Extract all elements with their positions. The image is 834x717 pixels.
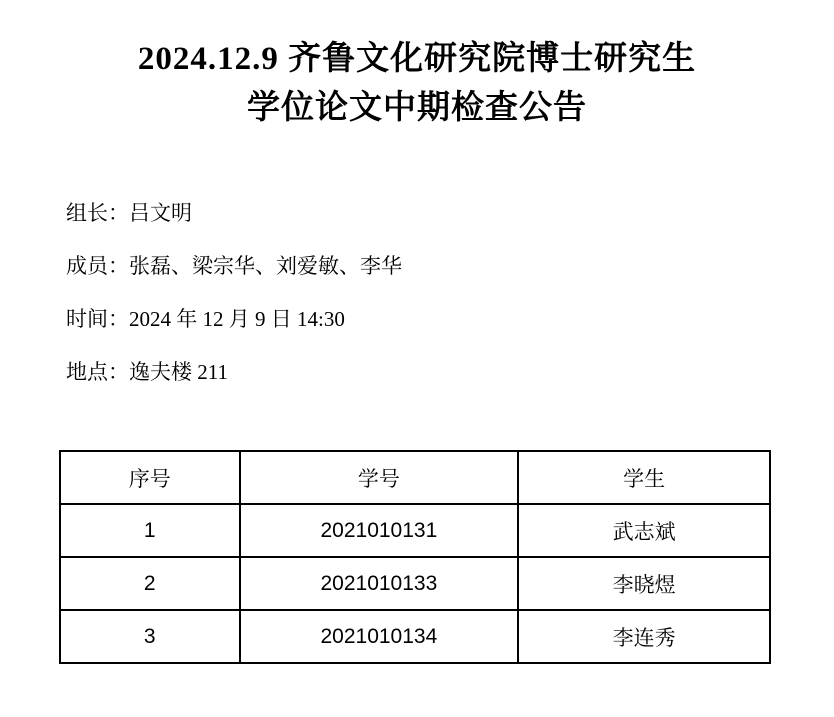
cell-student-name: 李连秀 (518, 610, 770, 663)
info-line-location: 地点：逸夫楼 211 (66, 360, 228, 384)
page-title-line-1: 2024.12.9 齐鲁文化研究院博士研究生 (137, 41, 697, 77)
col-header-student-id: 学号 (240, 451, 519, 504)
col-header-student: 学生 (518, 451, 770, 504)
info-line-leader: 组长：吕文明 (66, 201, 192, 225)
cell-student-id: 2021010134 (240, 610, 519, 663)
cell-student-id: 2021010131 (240, 504, 519, 557)
cell-index: 1 (60, 504, 240, 557)
cell-student-id: 2021010133 (240, 557, 519, 610)
info-line-members: 成员：张磊、梁宗华、刘爱敏、李华 (66, 254, 402, 278)
cell-index: 3 (60, 610, 240, 663)
table-header-row (60, 451, 770, 504)
col-header-index: 序号 (60, 451, 240, 504)
students-table (59, 450, 771, 664)
table-row (60, 504, 770, 557)
info-line-time: 时间：2024 年 12 月 9 日 14:30 (66, 307, 345, 331)
page-title (0, 35, 834, 133)
table-row (60, 610, 770, 663)
cell-student-name: 武志斌 (518, 504, 770, 557)
page-title-line-2: 学位论文中期检查公告 (247, 90, 587, 126)
cell-student-name: 李晓煜 (518, 557, 770, 610)
cell-index: 2 (60, 557, 240, 610)
table-row (60, 557, 770, 610)
